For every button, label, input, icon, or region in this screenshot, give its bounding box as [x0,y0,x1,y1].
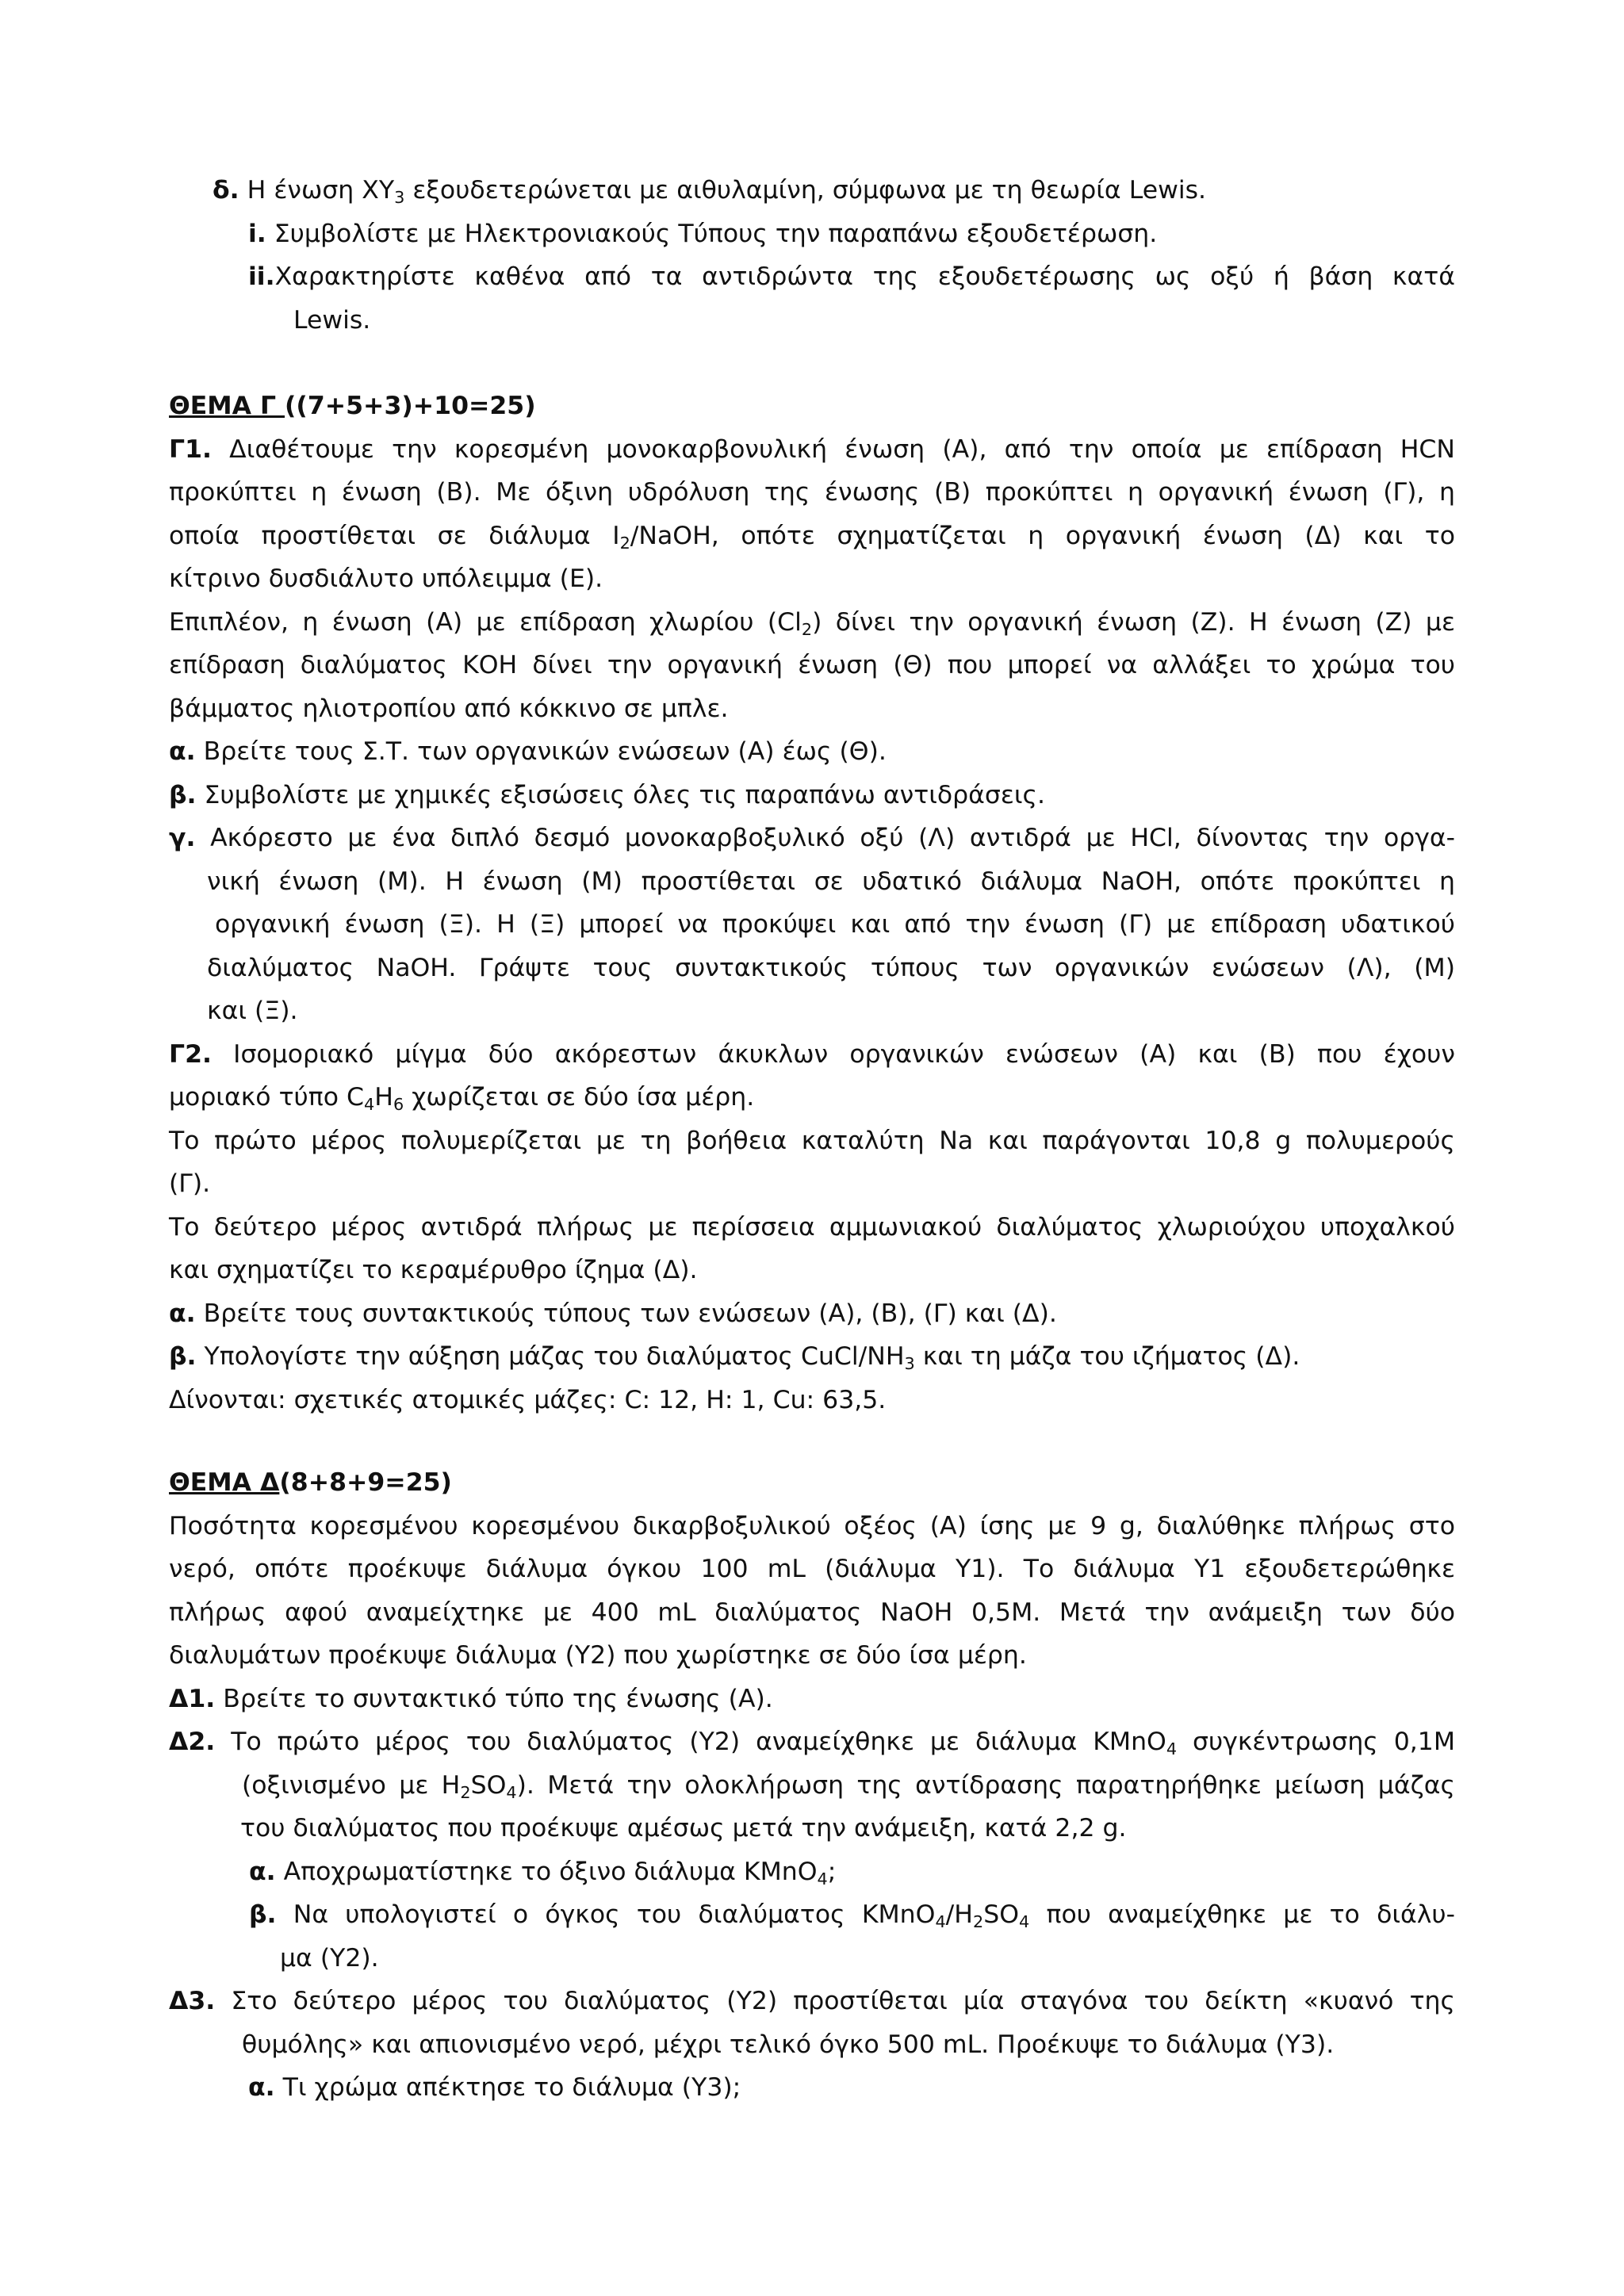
text: Το δεύτερο μέρος αντιδρά πλήρως με περίσσεια αμμωνιακού διαλύματος χλωριούχου υποχαλκού [169,1212,1455,1242]
text: Συμβολίστε με χημικές εξισώσεις όλες τις παραπάνω αντιδράσεις. [196,780,1046,809]
item-label: α. [248,2073,275,2102]
text: κίτρινο δυσδιάλυτο υπόλειμμα (Ε). [169,564,603,593]
text: Το πρώτο μέρος πολυμερίζεται με τη βοήθεια καταλύτη Na και παράγονται 10,8 g πολυμερούς [169,1126,1455,1155]
text: και (Ξ). [207,997,298,1025]
g2-line [169,1076,1455,1119]
g2-line [169,1033,1455,1077]
text: ; [827,1857,837,1886]
text: Δίνονται: σχετικές ατομικές μάζες: C: 12, H: 1, Cu: 63,5. [169,1385,887,1414]
document-page [169,169,1455,2110]
item-label: Δ3. [169,1987,216,2015]
text: SO [470,1770,507,1800]
g1-question-b [169,774,1455,817]
g1-line [169,515,1455,558]
text: Να υπολογιστεί ο όγκος του διαλύματος KMnO [276,1900,936,1929]
item-label: Γ1. [169,434,212,464]
question-d2-b-cont [169,1937,1455,1980]
text: θυμόλης» και απιονισμένο νερό, μέχρι τελικό όγκο 500 mL. Προέκυψε το διάλυμα (Υ3). [242,2030,1335,2059]
spacer [169,342,1455,385]
text: ) δίνει την οργανική ένωση (Ζ). Η ένωση (Ζ) με [812,607,1456,637]
subscript: 2 [619,533,630,553]
subscript: 4 [817,1869,828,1888]
item-label: γ. [169,824,196,852]
text: Στο δεύτερο μέρος του διαλύματος (Υ2) προστίθεται μία σταγόνα του δείκτη «κυανό της [215,1987,1455,2015]
item-label: Δ2. [169,1728,216,1756]
text: διαλύματος NaOH. Γράψτε τους συντακτικούς τύπους των οργανικών ενώσεων (Λ), (Μ) [207,953,1455,982]
question-d1 [169,1678,1455,1721]
subscript: 2 [801,619,813,639]
text: Ισομοριακό μίγμα δύο ακόρεστων άκυκλων οργανικών ενώσεων (Α) και (Β) που έχουν [211,1039,1455,1069]
question-d3 [169,1980,1455,2023]
given-masses [169,1379,1455,1422]
item-label: Γ2. [169,1039,212,1069]
item-label: α. [169,737,196,766]
g2-line [169,1162,1455,1206]
g1-line [169,471,1455,515]
g2-question-a [169,1292,1455,1336]
text: μα (Υ2). [280,1943,379,1973]
item-label: β. [249,1900,277,1929]
item-label: β. [169,780,197,809]
text: πλήρως αφού αναμείχτηκε με 400 mL διαλύματος NaOH 0,5M. Μετά την ανάμειξη των δύο [169,1598,1455,1627]
item-label: ii. [248,262,275,291]
item-label: α. [169,1299,196,1328]
text: νική ένωση (Μ). Η ένωση (Μ) προστίθεται σε υδατικό διάλυμα NaOH, οπότε προκύπτει η [207,867,1455,896]
question-d2-b [169,1893,1455,1937]
subscript: 3 [394,187,405,207]
g1-line [169,557,1455,601]
subscript: 2 [972,1911,984,1931]
text: βάμματος ηλιοτροπίου από κόκκινο σε μπλε. [169,694,729,723]
text: προκύπτει η ένωση (Β). Με όξινη υδρόλυση της ένωσης (Β) προκύπτει η οργανική ένωση (Γ), η [169,478,1455,507]
section-heading-g [169,385,1455,428]
question-d2-cont [169,1807,1455,1850]
d-paragraph-line [169,1505,1455,1548]
question-d-ii [169,255,1455,299]
text: χωρίζεται σε δύο ίσα μέρη. [404,1083,755,1112]
subscript: 3 [904,1353,915,1373]
subscript: 2 [460,1782,471,1802]
question-d2-a [169,1850,1455,1894]
text: Ακόρεστο με ένα διπλό δεσμό μονοκαρβοξυλικό οξύ (Λ) αντιδρά με HCl, δίνοντας την οργα- [195,824,1455,852]
g1-question-c-cont [169,989,1455,1033]
question-d-i [169,212,1455,256]
g1-line [169,601,1455,645]
question-d [169,169,1455,212]
subscript: 4 [364,1094,375,1114]
heading-points: (8+8+9=25) [279,1468,452,1497]
text: Αποχρωματίστηκε το όξινο διάλυμα KMnO [275,1857,818,1886]
question-d2 [169,1720,1455,1764]
text: που αναμείχθηκε με το διάλυ- [1029,1900,1455,1929]
item-label: α. [249,1857,276,1886]
g1-question-c-cont [169,903,1455,947]
g1-question-c-cont [169,947,1455,990]
text: οποία προστίθεται σε διάλυμα I [169,521,620,550]
g2-line [169,1119,1455,1163]
text: SO [983,1900,1020,1929]
text: μοριακό τύπο C [169,1083,365,1112]
item-label: δ. [213,176,239,205]
text: και σχηματίζει το κεραμέρυθρο ίζημα (Δ). [169,1256,698,1284]
text: Επιπλέον, η ένωση (Α) με επίδραση χλωρίου (Cl [169,607,802,637]
text: H [374,1083,393,1112]
question-d3-a [169,2066,1455,2110]
text: νερό, οπότε προέκυψε διάλυμα όγκου 100 mL (διάλυμα Υ1). Το διάλυμα Υ1 εξουδετερώθηκε [169,1555,1455,1583]
text: του διαλύματος που προέκυψε αμέσως μετά την ανάμειξη, κατά 2,2 g. [240,1814,1127,1843]
heading-underlined: ΘΕΜΑ Γ [169,392,285,420]
text: (οξινισμένο με H [242,1770,461,1800]
text: εξουδετερώνεται με αιθυλαμίνη, σύμφωνα με τη θεωρία Lewis. [404,176,1207,205]
g1-question-a [169,730,1455,774]
question-d2-cont [169,1764,1455,1808]
text: Χαρακτηρίστε καθένα από τα αντιδρώντα της εξουδετέρωσης ως οξύ ή βάση κατά [274,262,1455,291]
text: συγκέντρωσης 0,1M [1177,1728,1455,1756]
text: (Γ). [169,1169,211,1198]
text: ). Μετά την ολοκλήρωση της αντίδρασης παρατηρήθηκε μείωση μάζας [516,1770,1455,1800]
text: Το πρώτο μέρος του διαλύματος (Υ2) αναμείχθηκε με διάλυμα KMnO [215,1728,1166,1756]
subscript: 6 [393,1094,404,1114]
text: Βρείτε τους Σ.Τ. των οργανικών ενώσεων (Α) έως (Θ). [195,737,887,766]
text: /NaOH, οπότε σχηματίζεται η οργανική ένωση (Δ) και το [630,521,1456,550]
subscript: 4 [1166,1739,1178,1758]
item-label: β. [169,1342,197,1371]
d-paragraph-line [169,1591,1455,1635]
g1-question-c-cont [169,860,1455,904]
item-label: i. [248,219,266,248]
g2-line [169,1206,1455,1249]
g1-line [169,687,1455,731]
g2-question-b [169,1335,1455,1379]
text: Lewis. [293,305,371,335]
subscript: 4 [1019,1911,1030,1931]
text: Τι χρώμα απέκτησε το διάλυμα (Υ3); [274,2073,741,2102]
g2-line [169,1249,1455,1292]
question-d3-cont [169,2023,1455,2067]
heading-points: ((7+5+3)+10=25) [285,392,536,420]
g1-line [169,644,1455,687]
text: και τη μάζα του ιζήματος (Δ). [914,1342,1300,1371]
text: διαλυμάτων προέκυψε διάλυμα (Υ2) που χωρίστηκε σε δύο ίσα μέρη. [169,1641,1027,1670]
text: Βρείτε τους συντακτικούς τύπους των ενώσεων (Α), (Β), (Γ) και (Δ). [195,1299,1057,1328]
text: Βρείτε το συντακτικό τύπο της ένωσης (Α). [215,1684,773,1713]
text: Η ένωση ΧΥ [247,176,395,205]
d-paragraph-line [169,1634,1455,1678]
d-paragraph-line [169,1548,1455,1591]
g1-line [169,428,1455,472]
text: Ποσότητα κορεσμένου κορεσμένου δικαρβοξυλικού οξέος (Α) ίσης με 9 g, διαλύθηκε πλήρως στο [169,1511,1455,1540]
spacer [169,1422,1455,1461]
subscript: 4 [506,1782,517,1802]
text: Υπολογίστε την αύξηση μάζας του διαλύματος CuCl/NH [196,1342,905,1371]
text: /H [945,1900,973,1929]
g1-question-c [169,817,1455,860]
text: Συμβολίστε με Ηλεκτρονιακούς Τύπους την παραπάνω εξουδετέρωση. [266,219,1158,248]
question-d-ii-cont [169,299,1455,342]
text: επίδραση διαλύματος ΚΟΗ δίνει την οργανική ένωση (Θ) που μπορεί να αλλάξει το χρώμα του [169,651,1455,679]
item-label: Δ1. [169,1684,216,1713]
section-heading-d [169,1461,1455,1505]
heading-underlined: ΘΕΜΑ Δ [169,1468,280,1497]
subscript: 4 [935,1911,946,1931]
text: οργανική ένωση (Ξ). Η (Ξ) μπορεί να προκύψει και από την ένωση (Γ) με επίδραση υδατικού [215,910,1455,939]
text: Διαθέτουμε την κορεσμένη μονοκαρβονυλική ένωση (Α), από την οποία με επίδραση HCN [211,434,1455,464]
